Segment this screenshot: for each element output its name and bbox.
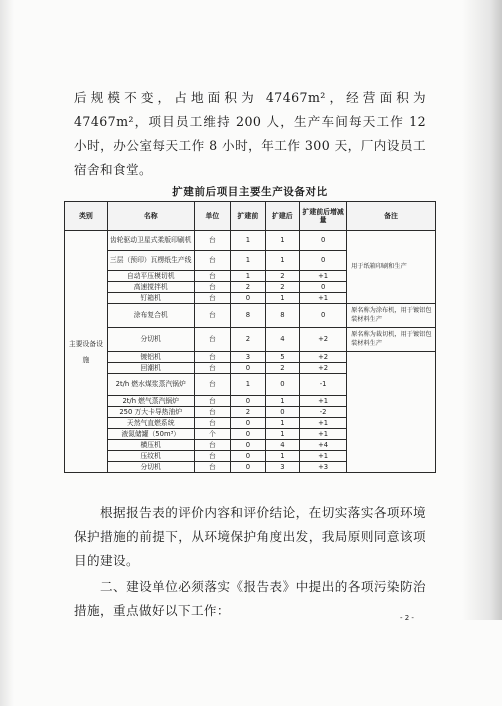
row-before: 2 [231, 407, 265, 418]
category-cell: 主要设备设施 [65, 231, 108, 473]
row-change: 0 [300, 304, 347, 328]
row-name: 三层（预印）瓦楞纸生产线 [107, 251, 194, 271]
row-name: 2t/h 燃气蒸汽锅炉 [107, 396, 194, 407]
row-unit: 台 [194, 418, 231, 429]
row-before: 0 [231, 451, 265, 462]
row-before: 1 [231, 374, 265, 396]
row-name: 齿轮驱动卫星式柔版印刷机 [107, 231, 194, 251]
row-before: 0 [231, 440, 265, 451]
row-change: +2 [300, 363, 347, 374]
row-name: 钉箱机 [107, 293, 194, 304]
header-name: 名称 [107, 202, 194, 231]
row-after: 5 [265, 352, 299, 363]
row-name: 高速搅拌机 [107, 282, 194, 293]
table-header-row [65, 202, 436, 231]
row-change: 0 [300, 251, 347, 271]
row-name: 镀铝机 [107, 352, 194, 363]
row-after: 2 [265, 363, 299, 374]
row-unit: 台 [194, 271, 231, 282]
row-name: 2t/h 燃水煤浆蒸汽锅炉 [107, 374, 194, 396]
row-change: +1 [300, 293, 347, 304]
row-unit: 台 [194, 462, 231, 473]
row-unit: 台 [194, 440, 231, 451]
row-unit: 台 [194, 407, 231, 418]
row-after: 1 [265, 251, 299, 271]
row-change: 0 [300, 231, 347, 251]
header-before: 扩建前 [231, 202, 265, 231]
row-after: 2 [265, 271, 299, 282]
table-row [65, 352, 436, 363]
row-change: +1 [300, 396, 347, 407]
row-after: 3 [265, 462, 299, 473]
row-before: 3 [231, 352, 265, 363]
row-after: 8 [265, 304, 299, 328]
row-unit: 台 [194, 374, 231, 396]
row-unit: 台 [194, 304, 231, 328]
row-note-empty [347, 352, 436, 473]
row-before: 0 [231, 462, 265, 473]
row-change: 0 [300, 282, 347, 293]
row-before: 8 [231, 304, 265, 328]
row-note: 原名称为涂布机，用于镀铝包装材料生产 [347, 304, 436, 328]
row-before: 2 [231, 328, 265, 352]
scan-shadow-left [0, 0, 14, 706]
row-unit: 台 [194, 451, 231, 462]
row-after: 1 [265, 451, 299, 462]
row-after: 1 [265, 231, 299, 251]
row-before: 1 [231, 251, 265, 271]
approval-paragraph: 根据报告表的评价内容和评价结论，在切实落实各项环境保护措施的前提下，从环境保护角度出发，我局原则同意该项目的建设。 [74, 505, 426, 568]
table-row [65, 231, 436, 251]
row-unit: 台 [194, 251, 231, 271]
row-name: 液氮储罐（50m³） [107, 429, 194, 440]
row-after: 4 [265, 328, 299, 352]
row-name: 自动平压模切机 [107, 271, 194, 282]
row-name: 250 万大卡导热油炉 [107, 407, 194, 418]
row-before: 0 [231, 293, 265, 304]
page-number: - 2 - [400, 614, 414, 622]
equipment-comparison-table [64, 201, 436, 473]
row-after: 1 [265, 429, 299, 440]
row-before: 0 [231, 396, 265, 407]
table-title: 扩建前后项目主要生产设备对比 [172, 186, 328, 198]
row-after: 2 [265, 282, 299, 293]
scan-shadow-right [462, 0, 502, 620]
row-name: 天然气直燃系统 [107, 418, 194, 429]
row-name: 分切机 [107, 328, 194, 352]
row-name: 涂布复合机 [107, 304, 194, 328]
row-unit: 台 [194, 352, 231, 363]
row-unit: 台 [194, 363, 231, 374]
table-row [65, 304, 436, 328]
row-change: +1 [300, 451, 347, 462]
intro-paragraph: 后规模不变，占地面积为 47467m²，经营面积为 47467m²，项目员工维持 200 人，生产车间每天工作 12 小时，办公室每天工作 8 小时，年工作 300 天，厂内设员工宿舍和食堂。 [74, 90, 426, 177]
row-change: +1 [300, 429, 347, 440]
row-after: 1 [265, 293, 299, 304]
row-unit: 台 [194, 293, 231, 304]
header-unit: 单位 [194, 202, 231, 231]
row-after: 0 [265, 374, 299, 396]
header-after: 扩建后 [265, 202, 299, 231]
row-after: 4 [265, 440, 299, 451]
row-change: +2 [300, 328, 347, 352]
row-unit: 台 [194, 231, 231, 251]
row-before: 0 [231, 429, 265, 440]
requirements-paragraph: 二、建设单位必须落实《报告表》中提出的各项污染防治措施，重点做好以下工作： [74, 579, 426, 618]
row-after: 1 [265, 418, 299, 429]
row-change: -1 [300, 374, 347, 396]
row-change: +1 [300, 418, 347, 429]
row-change: +1 [300, 271, 347, 282]
row-name: 压纹机 [107, 451, 194, 462]
header-change: 扩建前后增减量 [300, 202, 347, 231]
row-name: 横压机 [107, 440, 194, 451]
row-unit: 个 [194, 429, 231, 440]
row-change: +3 [300, 462, 347, 473]
row-change: +4 [300, 440, 347, 451]
row-unit: 台 [194, 396, 231, 407]
row-note: 原名称为裁切机，用于镀铝包装材料生产 [347, 328, 436, 352]
row-before: 1 [231, 231, 265, 251]
row-before: 0 [231, 418, 265, 429]
row-name: 分切机 [107, 462, 194, 473]
row-name: 回潮机 [107, 363, 194, 374]
row-before: 0 [231, 363, 265, 374]
row-change: -2 [300, 407, 347, 418]
row-unit: 台 [194, 328, 231, 352]
row-after: 1 [265, 396, 299, 407]
row-before: 2 [231, 282, 265, 293]
table-row [65, 328, 436, 352]
row-before: 1 [231, 271, 265, 282]
row-change: +2 [300, 352, 347, 363]
header-category: 类别 [65, 202, 108, 231]
header-note: 备注 [347, 202, 436, 231]
row-note: 用于纸箱印刷和生产 [347, 231, 436, 304]
row-unit: 台 [194, 282, 231, 293]
row-after: 0 [265, 407, 299, 418]
